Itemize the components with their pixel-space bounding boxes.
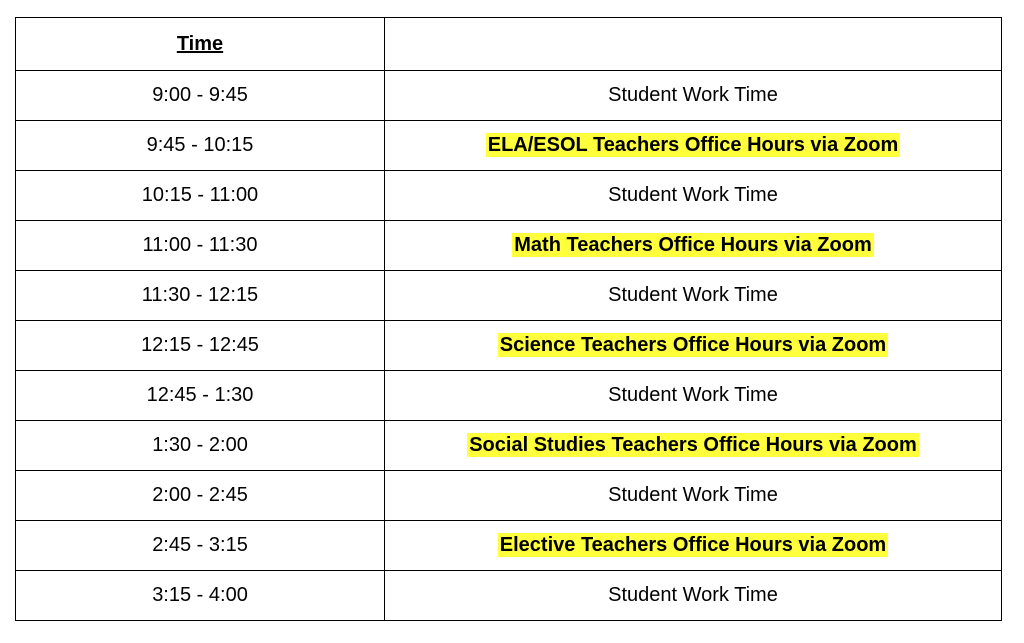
time-cell: 9:00 - 9:45 (16, 71, 385, 121)
time-cell: 2:00 - 2:45 (16, 471, 385, 521)
work-time-label: Student Work Time (608, 484, 778, 506)
time-column-header: Time (16, 18, 385, 71)
activity-cell (385, 471, 1002, 521)
office-hours-label: Science Teachers Office Hours via Zoom (499, 334, 887, 356)
office-hours-label: Elective Teachers Office Hours via Zoom (499, 534, 887, 556)
table-row (16, 371, 1002, 421)
work-time-label: Student Work Time (608, 84, 778, 106)
activity-cell (385, 221, 1002, 271)
time-cell: 12:15 - 12:45 (16, 321, 385, 371)
time-cell: 11:00 - 11:30 (16, 221, 385, 271)
activity-cell (385, 121, 1002, 171)
office-hours-label: ELA/ESOL Teachers Office Hours via Zoom (487, 134, 899, 156)
activity-cell (385, 571, 1002, 621)
activity-cell (385, 271, 1002, 321)
time-cell: 9:45 - 10:15 (16, 121, 385, 171)
activity-column-header (385, 18, 1002, 71)
work-time-label: Student Work Time (608, 184, 778, 206)
table-row (16, 221, 1002, 271)
table-row (16, 71, 1002, 121)
schedule-table (15, 17, 1002, 621)
table-row (16, 421, 1002, 471)
table-header-row (16, 18, 1002, 71)
time-cell: 1:30 - 2:00 (16, 421, 385, 471)
activity-cell (385, 71, 1002, 121)
activity-cell (385, 421, 1002, 471)
time-cell: 12:45 - 1:30 (16, 371, 385, 421)
office-hours-label: Math Teachers Office Hours via Zoom (514, 234, 872, 256)
table-row (16, 471, 1002, 521)
activity-cell (385, 521, 1002, 571)
table-row (16, 171, 1002, 221)
time-cell: 2:45 - 3:15 (16, 521, 385, 571)
time-cell: 10:15 - 11:00 (16, 171, 385, 221)
table-row (16, 271, 1002, 321)
work-time-label: Student Work Time (608, 584, 778, 606)
table-row (16, 521, 1002, 571)
schedule-body (16, 71, 1002, 621)
office-hours-label: Social Studies Teachers Office Hours via Zoom (469, 434, 917, 456)
time-cell: 11:30 - 12:15 (16, 271, 385, 321)
table-row (16, 321, 1002, 371)
activity-cell (385, 171, 1002, 221)
time-cell: 3:15 - 4:00 (16, 571, 385, 621)
activity-cell (385, 371, 1002, 421)
activity-cell (385, 321, 1002, 371)
table-row (16, 571, 1002, 621)
work-time-label: Student Work Time (608, 284, 778, 306)
work-time-label: Student Work Time (608, 384, 778, 406)
table-row (16, 121, 1002, 171)
